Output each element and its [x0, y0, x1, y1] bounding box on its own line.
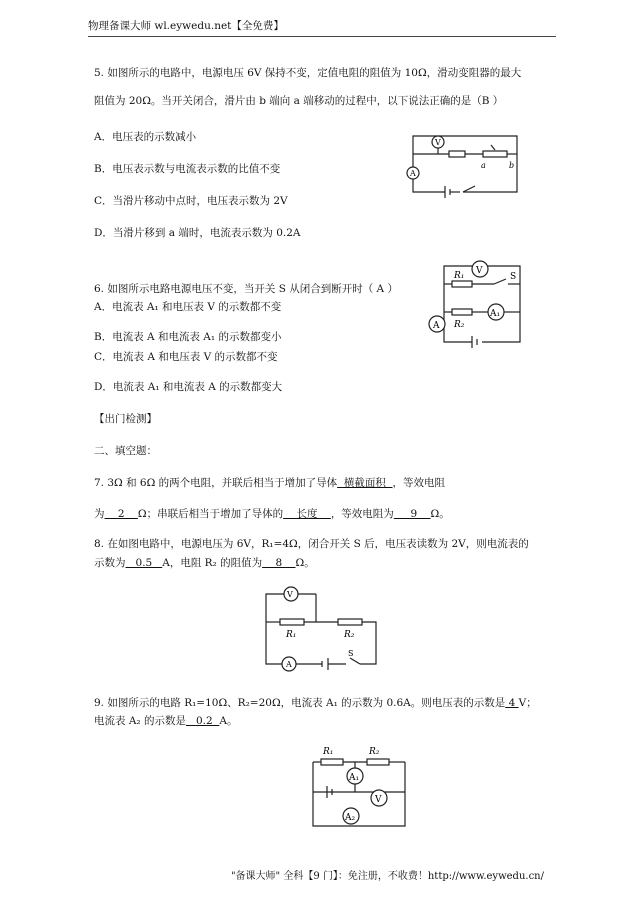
- header-rule: [88, 36, 556, 37]
- fill-in-heading: 二、填空题：: [94, 445, 157, 457]
- q5-option-c: C．当滑片移动中点时，电压表示数为 2V: [94, 195, 288, 207]
- page-footer: "备课大师" 全科【9 门】：免注册，不收费！http://www.eywedu.cn/: [230, 871, 544, 882]
- q9-stem-line2: [94, 714, 237, 728]
- q7-answer-3: 长度: [283, 508, 331, 520]
- q9-text-1: 9. 如图所示的电路 R₁=10Ω、R₂=20Ω，电流表 A₁ 的示数为 0.6A。则电压表的示数是: [94, 697, 506, 709]
- q5-ammeter-label: A: [410, 169, 416, 178]
- page-header: 物理备课大师 wl.eywedu.net【全免费】: [88, 20, 284, 32]
- q8-text-3: A，电阻 R₂ 的阻值为: [162, 557, 263, 569]
- q6-circuit-diagram: [428, 258, 526, 356]
- q7-line2: [94, 507, 450, 521]
- q6-r2-label: R₂: [454, 320, 465, 330]
- q8-stem-line1: 8. 在如图电路中，电源电压为 6V，R₁=4Ω，闭合开关 S 后，电压表读数为 2V，则电流表的: [94, 538, 529, 550]
- q9-text-3: 电流表 A₂ 的示数是: [94, 715, 186, 727]
- q8-circuit-diagram: [256, 586, 382, 672]
- q8-answer-1: 0.5: [125, 557, 163, 569]
- q9-answer-1: 4: [505, 697, 519, 709]
- section-title: 【出门检测】: [94, 413, 157, 425]
- q9-text-4: A。: [219, 715, 238, 727]
- q8-answer-2: 8: [262, 557, 296, 569]
- q5-stem-line2: 阻值为 20Ω。当开关闭合，滑片由 b 端向 a 端移动的过程中，以下说法正确的是（B ）: [94, 95, 504, 107]
- q8-switch-label: S: [348, 649, 354, 658]
- q6-option-c: C．电流表 A 和电压表 V 的示数都不变: [94, 351, 278, 363]
- q7-answer-1: 横截面积: [337, 477, 393, 489]
- q6-ammeter-label: A: [433, 321, 440, 331]
- q9-answer-2: 0.2: [185, 715, 220, 727]
- q7-text-3: 为: [94, 508, 105, 520]
- q6-option-d: D．电流表 A₁ 和电流表 A 的示数都变大: [94, 381, 283, 393]
- q9-r1-label: R₁: [323, 747, 334, 757]
- q7-text-6: Ω。: [430, 508, 450, 520]
- q5-option-b: B．电压表示数与电流表示数的比值不变: [94, 163, 281, 175]
- q5-end-a-label: a: [481, 161, 486, 170]
- q6-a1-label: A₁: [490, 309, 501, 319]
- q5-end-b-label: b: [509, 161, 515, 170]
- q8-ammeter-label: A: [286, 660, 292, 669]
- q8-stem-line2: [94, 556, 315, 570]
- q9-text-2: V；: [518, 697, 537, 709]
- q7-answer-4: 9: [393, 508, 431, 520]
- q7-answer-2: 2: [104, 508, 138, 520]
- q6-r1-label: R₁: [454, 271, 465, 281]
- q9-circuit-diagram: [305, 742, 411, 830]
- q7-line1: [94, 476, 445, 490]
- q6-option-a: A．电流表 A₁ 和电压表 V 的示数都不变: [94, 301, 282, 313]
- q7-text-2: ，等效电阻: [392, 477, 445, 489]
- q5-option-d: D．当滑片移到 a 端时，电流表示数为 0.2A: [94, 227, 301, 239]
- q5-voltmeter-label: V: [435, 138, 441, 147]
- q8-r2-label: R₂: [344, 630, 355, 640]
- q9-a2-label: A₂: [345, 813, 356, 823]
- q6-option-b: B．电流表 A 和电流表 A₁ 的示数都变小: [94, 331, 282, 343]
- q8-text-4: Ω。: [295, 557, 315, 569]
- q7-text-5: ，等效电阻为: [330, 508, 394, 520]
- q8-r1-label: R₁: [286, 630, 297, 640]
- q6-stem: 6. 如图所示电路电源电压不变，当开关 S 从闭合到断开时（ A ）: [94, 283, 398, 295]
- q8-voltmeter-label: V: [287, 590, 293, 599]
- q7-text-4: Ω；串联后相当于增加了导体的: [137, 508, 284, 520]
- q6-switch-label: S: [510, 272, 517, 282]
- q9-stem-line1: [94, 696, 537, 710]
- q5-stem-line1: 5. 如图所示的电路中，电源电压 6V 保持不变，定值电阻的阻值为 10Ω，滑动变阻器的最大: [94, 67, 522, 79]
- q9-voltmeter-label: V: [375, 795, 382, 805]
- q5-circuit-diagram: [405, 128, 530, 206]
- q9-r2-label: R₂: [369, 747, 380, 757]
- q5-option-a: A．电压表的示数减小: [94, 131, 197, 143]
- q8-text-2: 示数为: [94, 557, 126, 569]
- q9-a1-label: A₁: [349, 773, 360, 783]
- q7-text-1: 7. 3Ω 和 6Ω 的两个电阻，并联后相当于增加了导体: [94, 477, 338, 489]
- q6-voltmeter-label: V: [476, 266, 483, 276]
